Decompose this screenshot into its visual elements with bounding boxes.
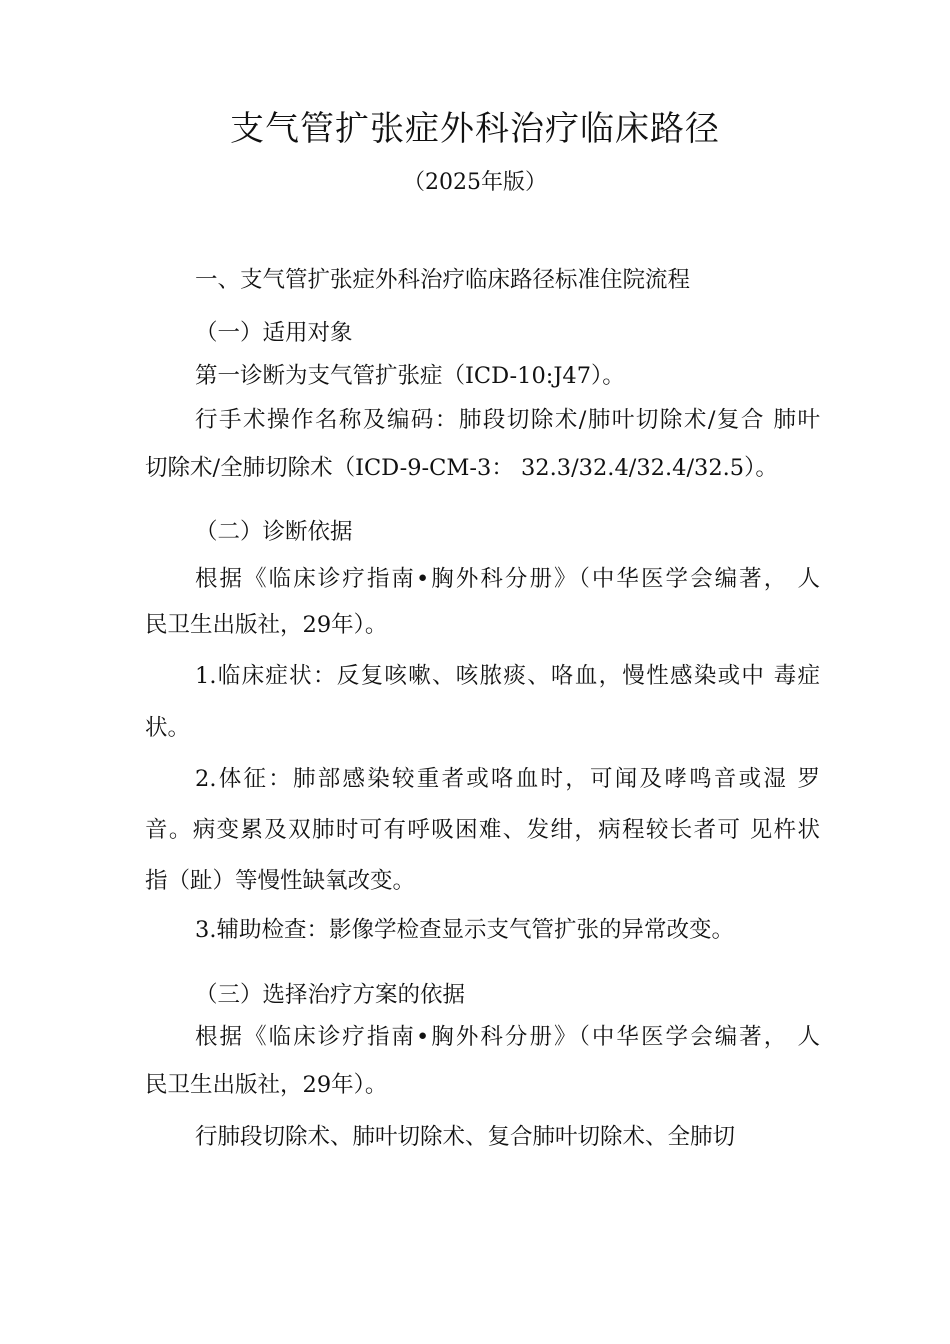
paragraph-line: 3.辅助检查：影像学检查显示支气管扩张的异常改变。 bbox=[195, 917, 734, 943]
paragraph-line: 民卫生出版社，29年）。 bbox=[145, 612, 388, 638]
paragraph-line: 状。 bbox=[145, 715, 191, 741]
paragraph-line: 第一诊断为支气管扩张症（ICD-10:J47）。 bbox=[195, 363, 625, 389]
paragraph-line: 1.临床症状：反复咳嗽、咳脓痰、咯血，慢性感染或中 毒症 bbox=[195, 663, 820, 689]
paragraph-line: 指（趾）等慢性缺氧改变。 bbox=[145, 868, 416, 894]
paragraph-line: 根据《临床诊疗指南•胸外科分册》（中华医学会编著， 人 bbox=[195, 1024, 820, 1050]
document-title: 支气管扩张症外科治疗临床路径 bbox=[230, 109, 720, 149]
paragraph-line: 民卫生出版社，29年）。 bbox=[145, 1072, 388, 1098]
paragraph-line: 2.体征：肺部感染较重者或咯血时，可闻及哮鸣音或湿 罗 bbox=[195, 766, 820, 792]
document-edition: （2025年版） bbox=[403, 170, 547, 195]
subsection-heading-diagnosis: （二）诊断依据 bbox=[195, 519, 353, 545]
paragraph-line: 行肺段切除术、肺叶切除术、复合肺叶切除术、全肺切 bbox=[195, 1124, 736, 1150]
paragraph-line: 切除术/全肺切除术（ICD-9-CM-3： 32.3/32.4/32.4/32.5）。 bbox=[145, 455, 778, 481]
paragraph-line: 根据《临床诊疗指南•胸外科分册》（中华医学会编著， 人 bbox=[195, 566, 820, 592]
section-heading: 一、支气管扩张症外科治疗临床路径标准住院流程 bbox=[195, 267, 691, 293]
paragraph-line: 行手术操作名称及编码：肺段切除术/肺叶切除术/复合 肺叶 bbox=[195, 407, 820, 433]
subsection-heading-scope: （一）适用对象 bbox=[195, 320, 353, 346]
subsection-heading-treatment: （三）选择治疗方案的依据 bbox=[195, 982, 466, 1008]
paragraph-line: 音。病变累及双肺时可有呼吸困难、发绀，病程较长者可 见杵状 bbox=[145, 817, 820, 843]
